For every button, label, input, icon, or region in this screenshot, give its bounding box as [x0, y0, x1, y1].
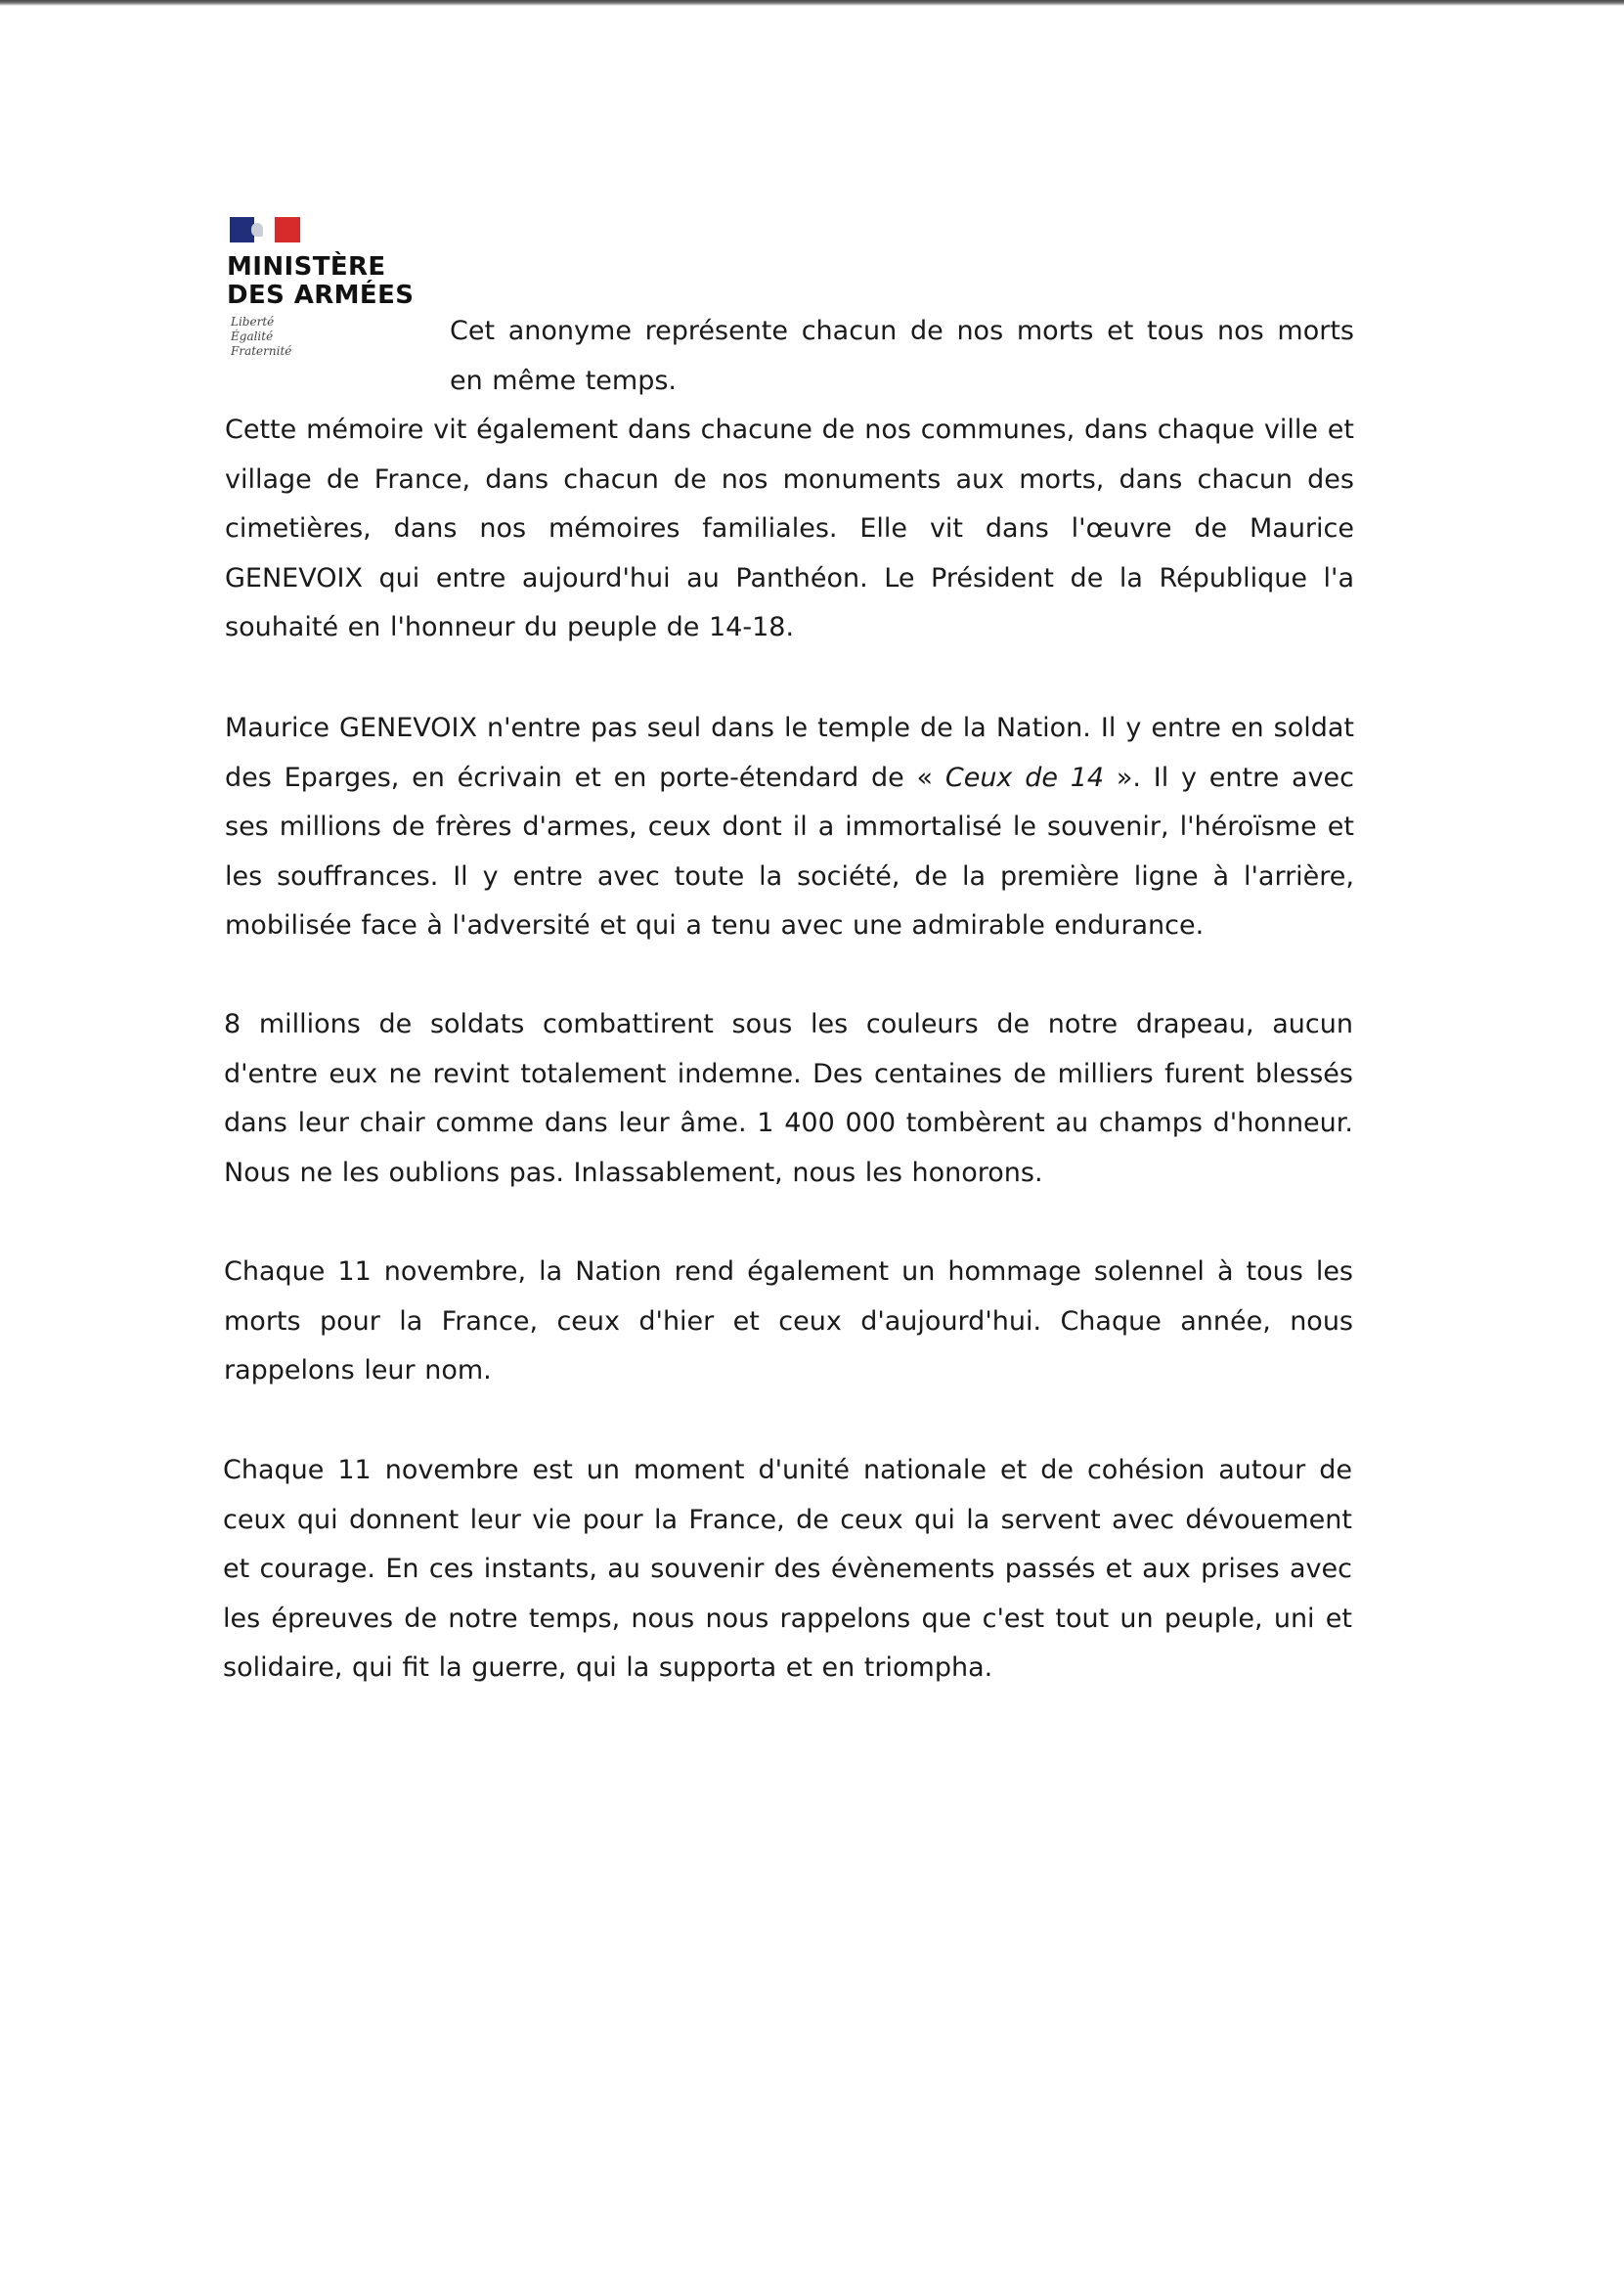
paragraph-6: Chaque 11 novembre est un moment d'unité nationale et de cohésion autour de ceux qui donnent leur vie pour la France, de ceux qui la servent avec dévouement et courage. En ces instants, au souvenir des évènements passés et aux prises avec les épreuves de notre temps, nous nous rappelons que c'est tout un peuple, uni et solidaire, qui fit la guerre, qui la supporta et en triompha. [223, 1455, 1352, 1683]
book-title: Ceux de 14 [944, 762, 1105, 793]
motto-egalite: Égalité [231, 330, 274, 343]
ministry-name-line2: DES ARMÉES [227, 281, 415, 310]
paragraph-3-part-2: ». Il y entre avec ses millions de frères d'armes, ceux dont il a immortalisé le souvenir, l'héroïsme et les souffrances. Il y entre avec toute la société, de la première ligne à l'arrière, mobilisée face à l'adversité et qui a tenu avec une admirable endurance. [225, 762, 1355, 941]
scan-edge [0, 0, 1624, 6]
paragraph-3-part-1: Maurice GENEVOIX n'entre pas seul dans le temple de la Nation. Il y entre en soldat des Eparges, en écrivain et en porte-étendard de « [225, 713, 1354, 793]
republic-motto [231, 315, 291, 359]
paragraph-1: Cet anonyme représente chacun de nos morts et tous nos morts en même temps. [450, 316, 1354, 396]
paragraph-3 [225, 704, 1354, 951]
paragraph-5: Chaque 11 novembre, la Nation rend également un hommage solennel à tous les morts pour la France, ceux d'hier et ceux d'aujourd'hui. Chaque année, nous rappelons leur nom. [224, 1256, 1353, 1385]
motto-liberte: Liberté [231, 315, 275, 329]
paragraph-4: 8 millions de soldats combattirent sous les couleurs de notre drapeau, aucun d'entre eux ne revint totalement indemne. Des centaines de milliers furent blessés dans leur chair comme dans leur âme. 1 400 000 tombèrent au champs d'honneur. Nous ne les oublions pas. Inlassablement, nous les honorons. [224, 1009, 1353, 1188]
motto-fraternite: Fraternité [231, 344, 292, 358]
ministry-name-line1: MINISTÈRE [227, 252, 386, 282]
ministry-logo [227, 213, 432, 370]
paragraph-2: Cette mémoire vit également dans chacune de nos communes, dans chaque ville et village de France, dans chacun de nos monuments aux morts, dans chacun des cimetières, dans nos mémoires familiales. Elle vit dans l'œuvre de Maurice GENEVOIX qui entre aujourd'hui au Panthéon. Le Président de la République l'a souhaité en l'honneur du peuple de 14-18. [225, 415, 1354, 642]
marianne-flag-icon [230, 217, 300, 242]
